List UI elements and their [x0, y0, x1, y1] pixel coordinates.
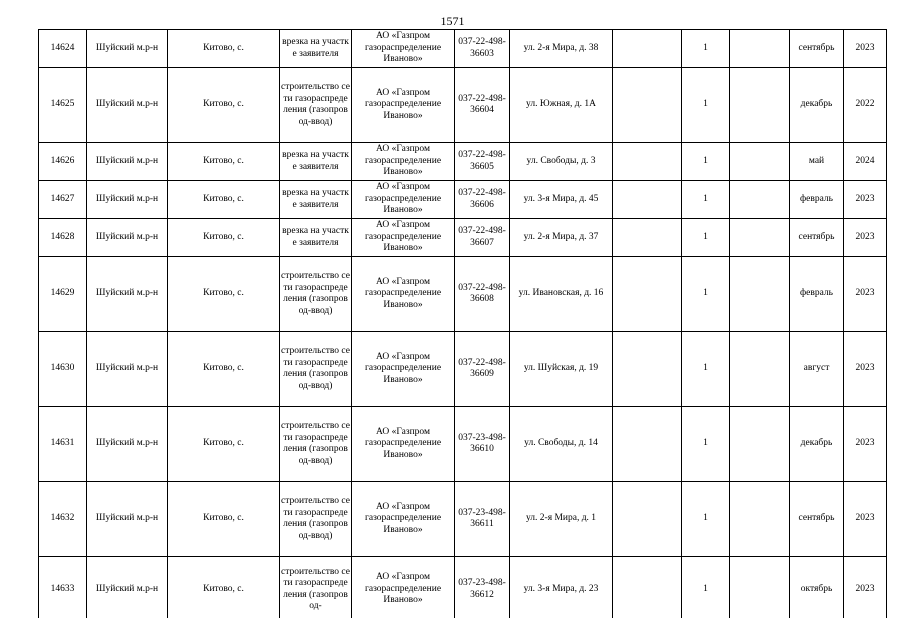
locality-cell: Китово, с.	[168, 68, 280, 143]
organization-cell: АО «Газпром газораспределение Иваново»	[352, 257, 455, 332]
empty-cell	[730, 68, 790, 143]
work-type-cell: строительство сети газораспределения (газопровод-ввод)	[280, 332, 352, 407]
district-cell: Шуйский м.р-н	[87, 219, 168, 257]
work-type-cell: строительство сети газораспределения (газопровод-ввод)	[280, 257, 352, 332]
organization-cell: АО «Газпром газораспределение Иваново»	[352, 482, 455, 557]
empty-cell	[613, 30, 682, 68]
empty-cell	[613, 143, 682, 181]
table-row	[39, 482, 887, 557]
count-cell: 1	[682, 407, 730, 482]
row-id-cell: 14633	[39, 557, 87, 623]
month-cell: сентябрь	[790, 219, 844, 257]
request-code-cell: 037-22-498-36603	[455, 30, 510, 68]
request-code-cell: 037-23-498-36611	[455, 482, 510, 557]
locality-cell: Китово, с.	[168, 407, 280, 482]
empty-cell	[730, 219, 790, 257]
year-cell: 2023	[844, 219, 887, 257]
empty-cell	[730, 332, 790, 407]
locality-cell: Китово, с.	[168, 332, 280, 407]
work-type-cell: строительство сети газораспределения (газопровод-ввод)	[280, 407, 352, 482]
request-code-cell: 037-23-498-36612	[455, 557, 510, 623]
address-cell: ул. 2-я Мира, д. 38	[510, 30, 613, 68]
address-cell: ул. Свободы, д. 14	[510, 407, 613, 482]
count-cell: 1	[682, 482, 730, 557]
year-cell: 2023	[844, 332, 887, 407]
organization-cell: АО «Газпром газораспределение Иваново»	[352, 30, 455, 68]
year-cell: 2023	[844, 482, 887, 557]
address-cell: ул. Ивановская, д. 16	[510, 257, 613, 332]
year-cell: 2024	[844, 143, 887, 181]
table-row	[39, 181, 887, 219]
row-id-cell: 14627	[39, 181, 87, 219]
locality-cell: Китово, с.	[168, 257, 280, 332]
locality-cell: Китово, с.	[168, 482, 280, 557]
locality-cell: Китово, с.	[168, 30, 280, 68]
district-cell: Шуйский м.р-н	[87, 407, 168, 482]
work-type-cell: строительство сети газораспределения (газопровод-ввод)	[280, 68, 352, 143]
locality-cell: Китово, с.	[168, 557, 280, 623]
year-cell: 2023	[844, 30, 887, 68]
address-cell: ул. 3-я Мира, д. 45	[510, 181, 613, 219]
request-code-cell: 037-22-498-36609	[455, 332, 510, 407]
work-type-cell: строительство сети газораспределения (газопровод-ввод)	[280, 482, 352, 557]
count-cell: 1	[682, 181, 730, 219]
address-cell: ул. 3-я Мира, д. 23	[510, 557, 613, 623]
empty-cell	[613, 68, 682, 143]
request-code-cell: 037-23-498-36610	[455, 407, 510, 482]
empty-cell	[730, 557, 790, 623]
address-cell: ул. Южная, д. 1А	[510, 68, 613, 143]
count-cell: 1	[682, 557, 730, 623]
work-type-cell: врезка на участке заявителя	[280, 219, 352, 257]
district-cell: Шуйский м.р-н	[87, 181, 168, 219]
district-cell: Шуйский м.р-н	[87, 30, 168, 68]
district-cell: Шуйский м.р-н	[87, 143, 168, 181]
year-cell: 2023	[844, 407, 887, 482]
row-id-cell: 14626	[39, 143, 87, 181]
organization-cell: АО «Газпром газораспределение Иваново»	[352, 332, 455, 407]
empty-cell	[613, 557, 682, 623]
page-bottom-margin	[0, 618, 905, 640]
month-cell: февраль	[790, 257, 844, 332]
year-cell: 2023	[844, 257, 887, 332]
empty-cell	[730, 257, 790, 332]
work-type-cell: строительство сети газораспределения (газопровод-	[280, 557, 352, 623]
table-row	[39, 257, 887, 332]
table-row	[39, 407, 887, 482]
request-code-cell: 037-22-498-36608	[455, 257, 510, 332]
district-cell: Шуйский м.р-н	[87, 557, 168, 623]
count-cell: 1	[682, 332, 730, 407]
table-row	[39, 143, 887, 181]
request-code-cell: 037-22-498-36605	[455, 143, 510, 181]
row-id-cell: 14630	[39, 332, 87, 407]
row-id-cell: 14631	[39, 407, 87, 482]
gasification-table	[38, 29, 887, 623]
address-cell: ул. Свободы, д. 3	[510, 143, 613, 181]
table-row	[39, 68, 887, 143]
request-code-cell: 037-22-498-36604	[455, 68, 510, 143]
district-cell: Шуйский м.р-н	[87, 68, 168, 143]
empty-cell	[730, 143, 790, 181]
empty-cell	[613, 332, 682, 407]
district-cell: Шуйский м.р-н	[87, 257, 168, 332]
work-type-cell: врезка на участке заявителя	[280, 143, 352, 181]
work-type-cell: врезка на участке заявителя	[280, 30, 352, 68]
month-cell: октябрь	[790, 557, 844, 623]
table-row	[39, 219, 887, 257]
address-cell: ул. 2-я Мира, д. 37	[510, 219, 613, 257]
organization-cell: АО «Газпром газораспределение Иваново»	[352, 219, 455, 257]
month-cell: декабрь	[790, 407, 844, 482]
locality-cell: Китово, с.	[168, 143, 280, 181]
work-type-cell: врезка на участке заявителя	[280, 181, 352, 219]
district-cell: Шуйский м.р-н	[87, 482, 168, 557]
empty-cell	[613, 407, 682, 482]
organization-cell: АО «Газпром газораспределение Иваново»	[352, 407, 455, 482]
empty-cell	[613, 219, 682, 257]
row-id-cell: 14632	[39, 482, 87, 557]
count-cell: 1	[682, 143, 730, 181]
month-cell: сентябрь	[790, 482, 844, 557]
district-cell: Шуйский м.р-н	[87, 332, 168, 407]
count-cell: 1	[682, 257, 730, 332]
empty-cell	[613, 257, 682, 332]
month-cell: сентябрь	[790, 30, 844, 68]
request-code-cell: 037-22-498-36606	[455, 181, 510, 219]
year-cell: 2023	[844, 557, 887, 623]
month-cell: август	[790, 332, 844, 407]
request-code-cell: 037-22-498-36607	[455, 219, 510, 257]
table-row	[39, 30, 887, 68]
address-cell: ул. 2-я Мира, д. 1	[510, 482, 613, 557]
table-row	[39, 557, 887, 623]
organization-cell: АО «Газпром газораспределение Иваново»	[352, 181, 455, 219]
empty-cell	[730, 30, 790, 68]
count-cell: 1	[682, 68, 730, 143]
row-id-cell: 14628	[39, 219, 87, 257]
organization-cell: АО «Газпром газораспределение Иваново»	[352, 143, 455, 181]
row-id-cell: 14624	[39, 30, 87, 68]
locality-cell: Китово, с.	[168, 181, 280, 219]
empty-cell	[730, 181, 790, 219]
empty-cell	[613, 181, 682, 219]
month-cell: май	[790, 143, 844, 181]
count-cell: 1	[682, 219, 730, 257]
locality-cell: Китово, с.	[168, 219, 280, 257]
organization-cell: АО «Газпром газораспределение Иваново»	[352, 68, 455, 143]
row-id-cell: 14625	[39, 68, 87, 143]
page-number: 1571	[440, 14, 465, 28]
year-cell: 2023	[844, 181, 887, 219]
count-cell: 1	[682, 30, 730, 68]
organization-cell: АО «Газпром газораспределение Иваново»	[352, 557, 455, 623]
empty-cell	[730, 407, 790, 482]
row-id-cell: 14629	[39, 257, 87, 332]
address-cell: ул. Шуйская, д. 19	[510, 332, 613, 407]
month-cell: декабрь	[790, 68, 844, 143]
year-cell: 2022	[844, 68, 887, 143]
empty-cell	[730, 482, 790, 557]
table-row	[39, 332, 887, 407]
month-cell: февраль	[790, 181, 844, 219]
empty-cell	[613, 482, 682, 557]
